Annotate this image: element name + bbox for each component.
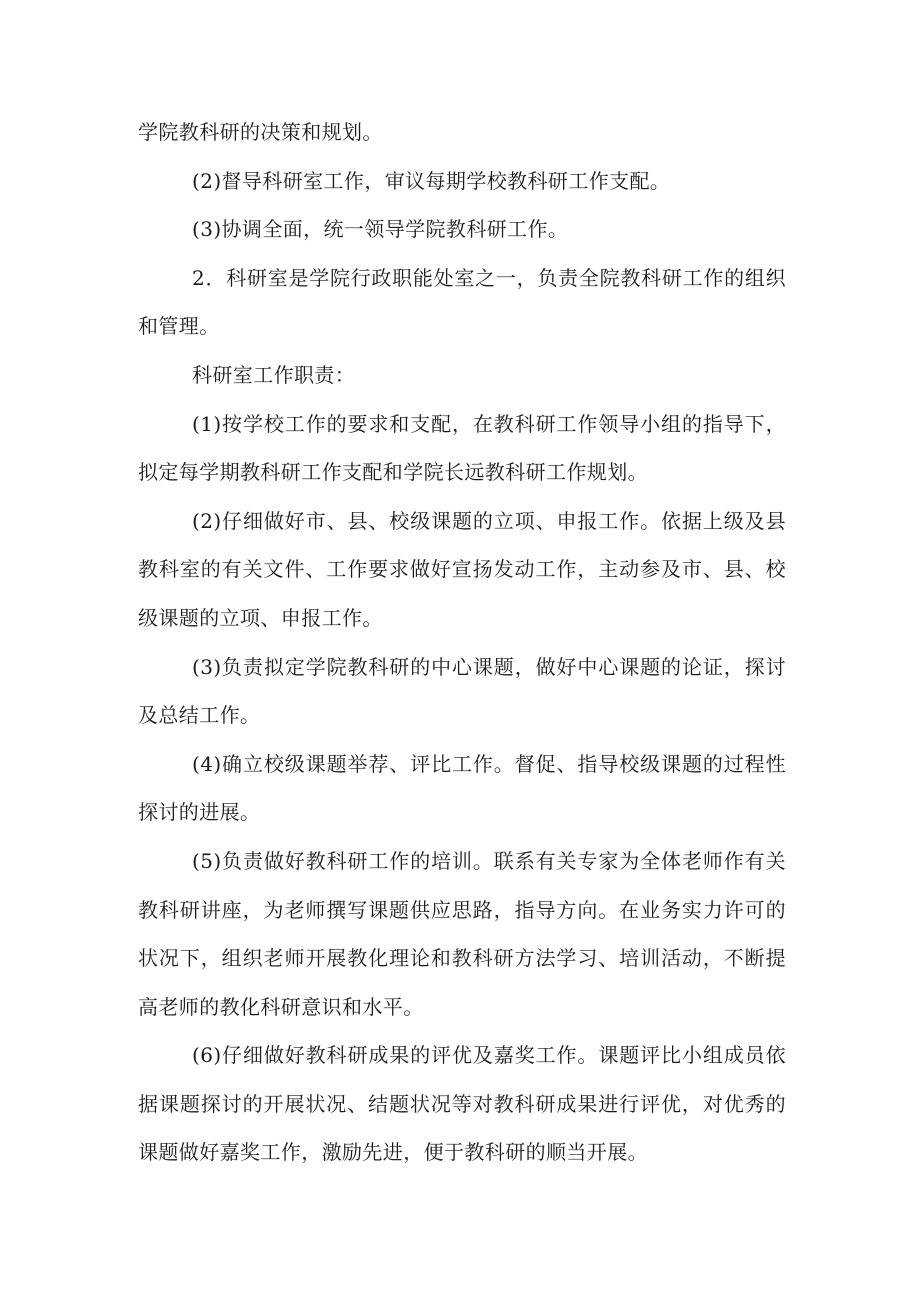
paragraph-duty-3: (3)负责拟定学院教科研的中心课题，做好中心课题的论证，探讨及总结工作。 (138, 654, 786, 728)
paragraph-item-2-supervise: (2)督导科研室工作，审议每期学校教科研工作支配。 (192, 168, 671, 193)
paragraph-duty-4: (4)确立校级课题举荐、评比工作。督促、指导校级课题的过程性探讨的进展。 (138, 751, 786, 825)
paragraph-item-3-coordinate: (3)协调全面，统一领导学院教科研工作。 (192, 217, 569, 242)
paragraph-duties-heading: 科研室工作职责： (192, 362, 356, 387)
paragraph-duty-1: (1)按学校工作的要求和支配，在教科研工作领导小组的指导下，拟定每学期教科研工作支配和学院长远教科研工作规划。 (138, 411, 786, 485)
paragraph-continuation: 学院教科研的决策和规划。 (138, 120, 383, 144)
document-body (138, 108, 786, 1177)
paragraph-duty-5: (5)负责做好教科研工作的培训。联系有关专家为全体老师作有关教科研讲座，为老师撰写课题供应思路，指导方向。在业务实力许可的状况下，组织老师开展教化理论和教科研方法学习、培训活动，不断提高老师的教化科研意识和水平。 (138, 848, 786, 1019)
paragraph-section-2-research-office: 2．科研室是学院行政职能处室之一，负责全院教科研工作的组织和管理。 (138, 265, 786, 339)
paragraph-duty-6: (6)仔细做好教科研成果的评优及嘉奖工作。课题评比小组成员依据课题探讨的开展状况、结题状况等对教科研成果进行评优，对优秀的课题做好嘉奖工作，激励先进，便于教科研的顺当开展。 (138, 1043, 786, 1165)
paragraph-duty-2: (2)仔细做好市、县、校级课题的立项、申报工作。依据上级及县教科室的有关文件、工作要求做好宣扬发动工作，主动参及市、县、校级课题的立项、申报工作。 (138, 508, 786, 630)
